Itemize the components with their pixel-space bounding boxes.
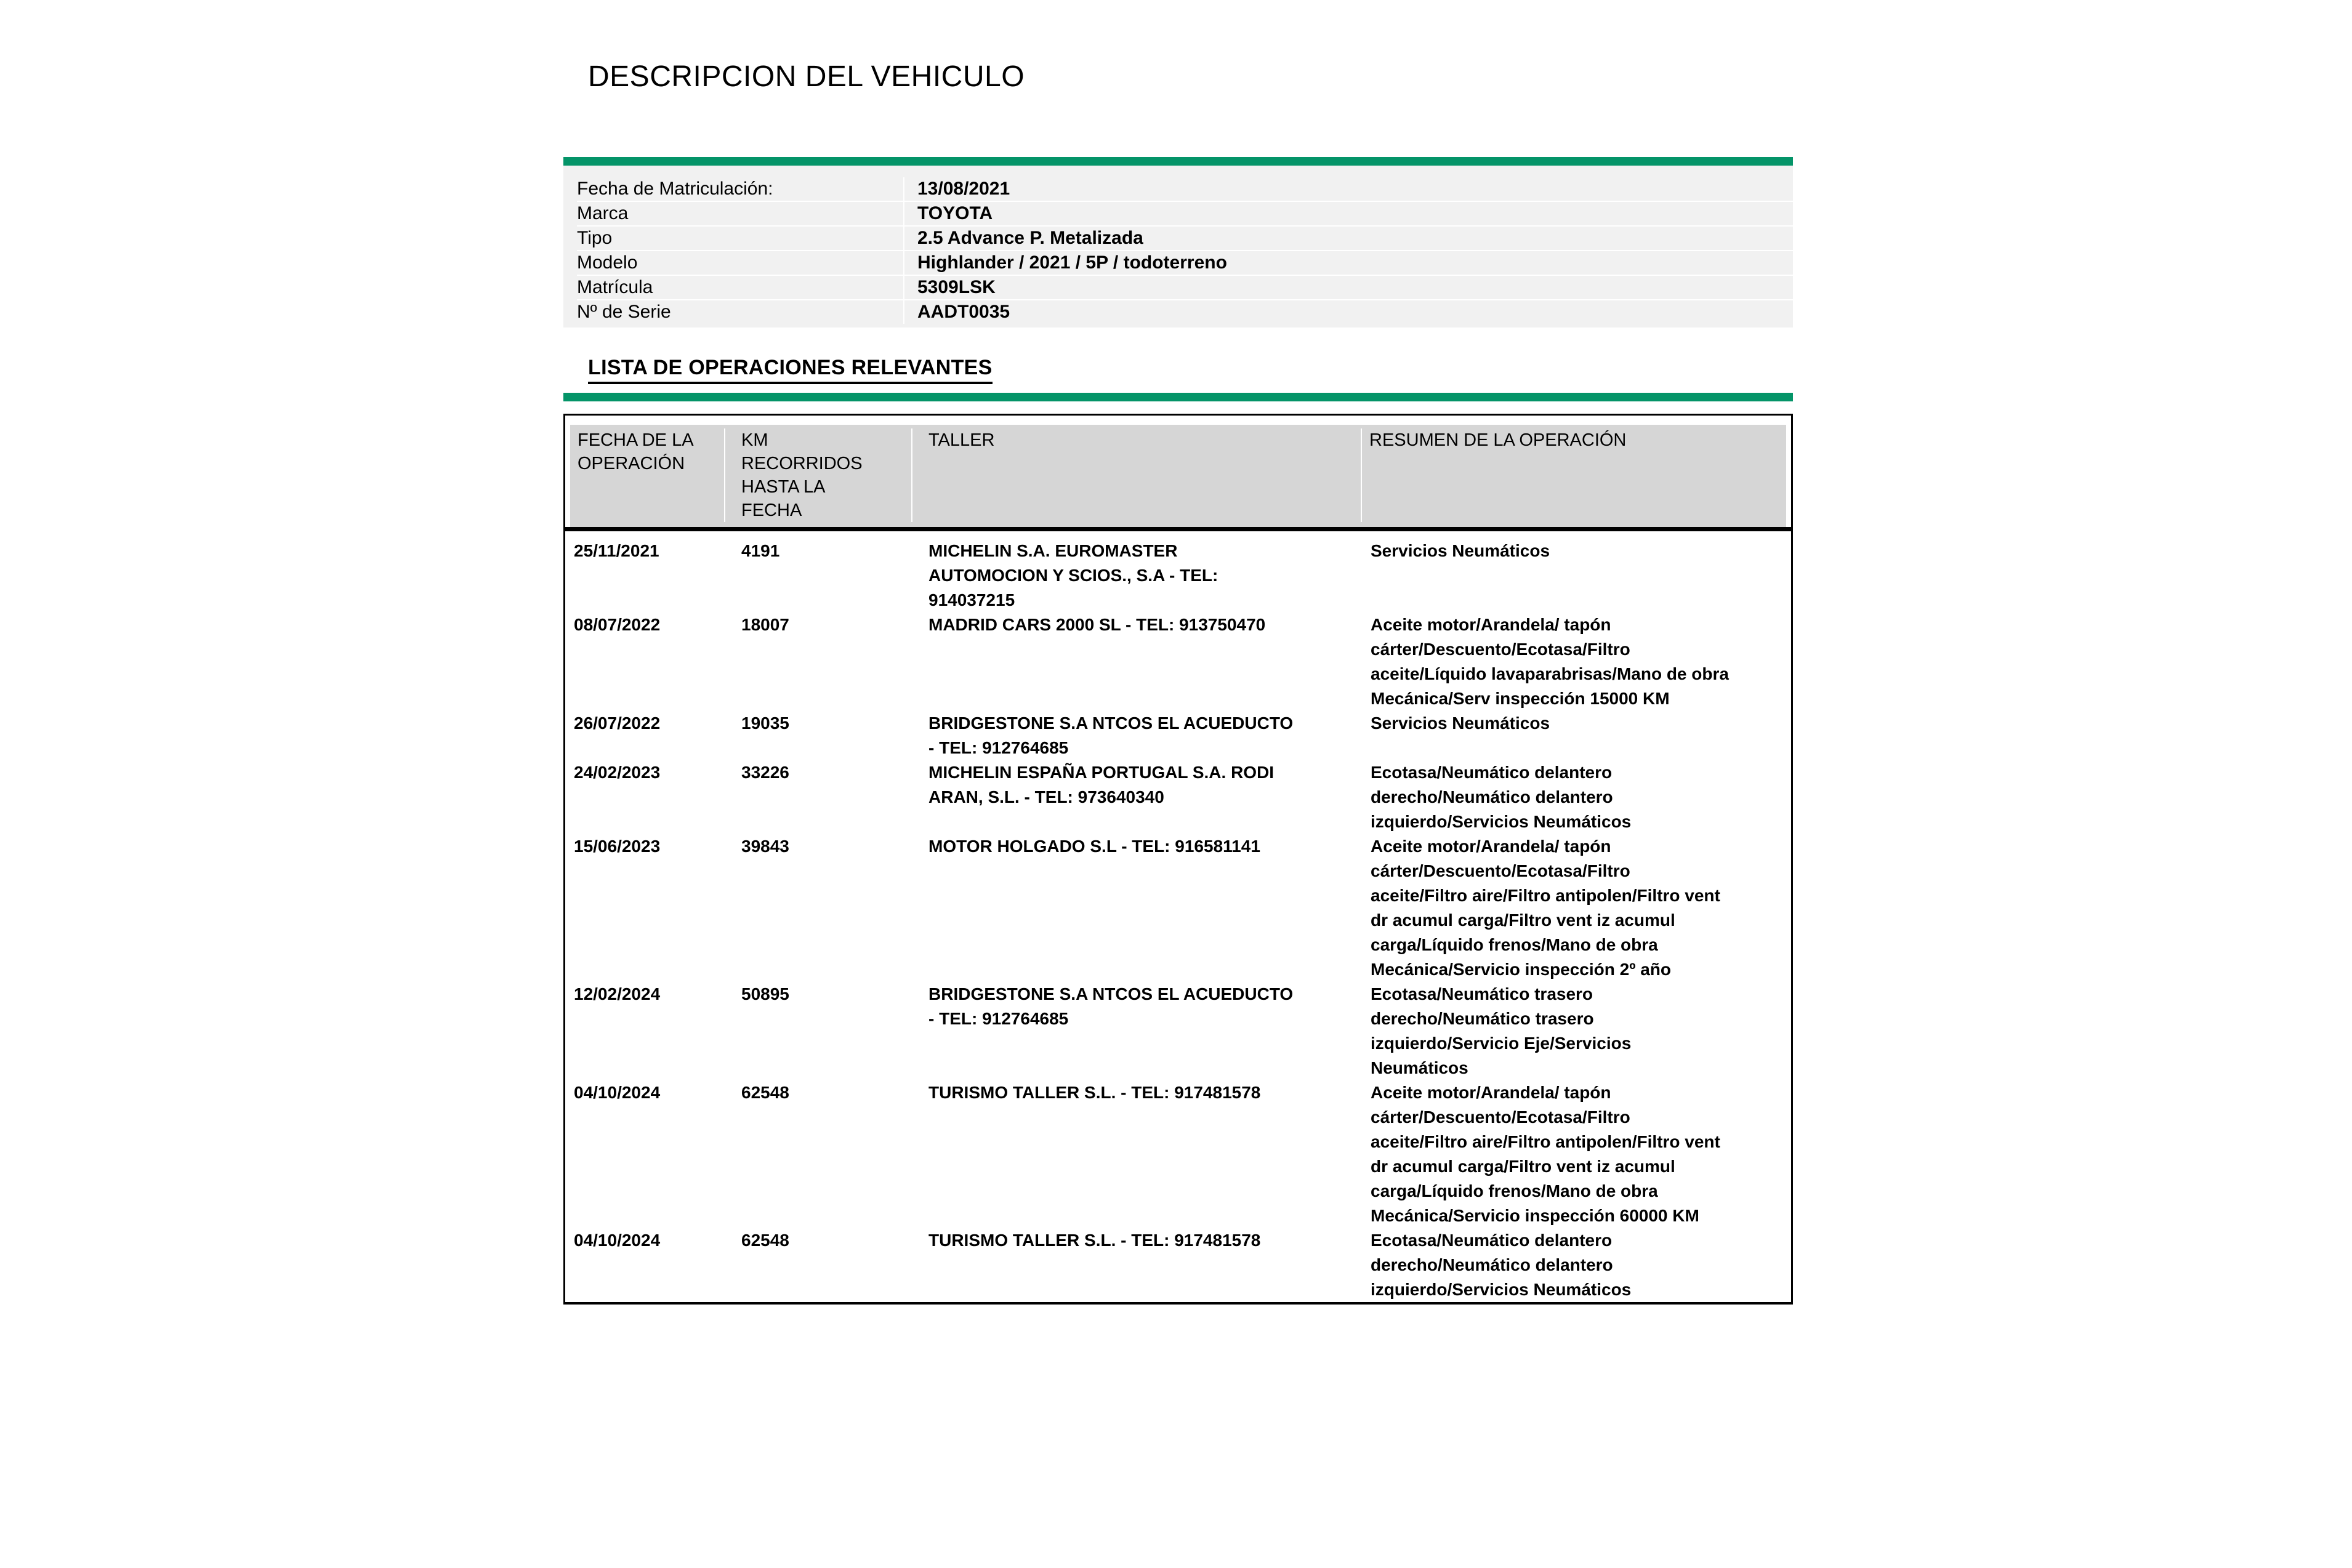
cell-workshop: MICHELIN ESPAÑA PORTUGAL S.A. RODI ARAN, S.L. - TEL: 973640340 (928, 763, 1275, 806)
info-row-marca (577, 202, 1793, 227)
cell-workshop: MADRID CARS 2000 SL - TEL: 913750470 (928, 615, 1266, 634)
cell-workshop: BRIDGESTONE S.A NTCOS EL ACUEDUCTO - TEL: 912764685 (928, 714, 1294, 757)
cell-workshop: BRIDGESTONE S.A NTCOS EL ACUEDUCTO - TEL: 912764685 (928, 984, 1294, 1028)
cell-summary: Ecotasa/Neumático delantero derecho/Neumático delantero izquierdo/Servicios Neumáticos (1371, 1231, 1632, 1299)
table-row (565, 1228, 1791, 1302)
info-row-modelo (577, 251, 1793, 276)
column-header-fecha: FECHA DE LA OPERACIÓN (570, 428, 725, 522)
cell-date: 24/02/2023 (574, 763, 661, 782)
info-label: Fecha de Matriculación: (577, 177, 904, 201)
info-row-fecha-matriculacion (577, 177, 1793, 202)
table-row (565, 539, 1791, 613)
cell-km: 39843 (741, 837, 789, 856)
column-header-resumen: RESUMEN DE LA OPERACIÓN (1369, 430, 1627, 450)
table-row (565, 711, 1791, 760)
table-body (565, 531, 1791, 1302)
cell-date: 26/07/2022 (574, 714, 661, 733)
cell-date: 08/07/2022 (574, 615, 661, 634)
cell-date: 04/10/2024 (574, 1083, 661, 1102)
table-row (565, 613, 1791, 711)
cell-km: 62548 (741, 1231, 789, 1250)
cell-workshop: MOTOR HOLGADO S.L - TEL: 916581141 (928, 837, 1260, 856)
report-content (563, 0, 1793, 1305)
info-row-tipo (577, 227, 1793, 251)
info-value: 2.5 Advance P. Metalizada (917, 228, 1143, 248)
cell-km: 19035 (741, 714, 789, 733)
vehicle-info-panel (563, 166, 1793, 328)
cell-date: 15/06/2023 (574, 837, 661, 856)
column-header-taller: TALLER (912, 428, 1362, 522)
cell-date: 12/02/2024 (574, 984, 661, 1003)
info-value: 13/08/2021 (917, 179, 1010, 199)
cell-km: 50895 (741, 984, 789, 1003)
table-header (565, 425, 1791, 531)
table-row (565, 1080, 1791, 1228)
cell-summary: Servicios Neumáticos (1371, 541, 1550, 560)
cell-summary: Servicios Neumáticos (1371, 714, 1550, 733)
table-row (565, 982, 1791, 1080)
info-label: Marca (577, 202, 904, 225)
table-header-row (570, 425, 1786, 527)
cell-summary: Ecotasa/Neumático trasero derecho/Neumático trasero izquierdo/Servicio Eje/Servicios Neumáticos (1371, 984, 1632, 1077)
info-label: Tipo (577, 227, 904, 250)
info-row-num-serie (577, 300, 1793, 324)
page-title: DESCRIPCION DEL VEHICULO (588, 60, 1025, 93)
cell-km: 18007 (741, 615, 789, 634)
info-label: Matrícula (577, 276, 904, 299)
info-value: AADT0035 (917, 302, 1010, 322)
cell-workshop: MICHELIN S.A. EUROMASTER AUTOMOCION Y SCIOS., S.A - TEL: 914037215 (928, 541, 1218, 609)
cell-summary: Ecotasa/Neumático delantero derecho/Neumático delantero izquierdo/Servicios Neumáticos (1371, 763, 1632, 831)
cell-workshop: TURISMO TALLER S.L. - TEL: 917481578 (928, 1231, 1261, 1250)
cell-km: 33226 (741, 763, 789, 782)
accent-bar-table (563, 393, 1793, 401)
info-row-matricula (577, 276, 1793, 300)
operations-heading: LISTA DE OPERACIONES RELEVANTES (588, 355, 993, 384)
info-value: Highlander / 2021 / 5P / todoterreno (917, 252, 1227, 273)
column-header-km: KM RECORRIDOS HASTA LA FECHA (725, 428, 912, 522)
info-label: Nº de Serie (577, 300, 904, 324)
operations-table (563, 414, 1793, 1305)
table-row (565, 834, 1791, 982)
accent-bar-top (563, 157, 1793, 166)
info-label: Modelo (577, 251, 904, 275)
cell-summary: Aceite motor/Arandela/ tapón cárter/Descuento/Ecotasa/Filtro aceite/Filtro aire/Filtro antipolen/Filtro vent dr acumul carga/Filtro vent iz acumul carga/Líquido frenos/Mano de obra Mecánica/Servicio inspección 60000 KM (1371, 1083, 1720, 1225)
cell-workshop: TURISMO TALLER S.L. - TEL: 917481578 (928, 1083, 1261, 1102)
cell-summary: Aceite motor/Arandela/ tapón cárter/Descuento/Ecotasa/Filtro aceite/Filtro aire/Filtro antipolen/Filtro vent dr acumul carga/Filtro vent iz acumul carga/Líquido frenos/Mano de obra Mecánica/Servicio inspección 2º año (1371, 837, 1720, 979)
info-value: TOYOTA (917, 203, 993, 223)
cell-date: 04/10/2024 (574, 1231, 661, 1250)
table-row (565, 760, 1791, 834)
cell-date: 25/11/2021 (574, 541, 659, 560)
cell-km: 62548 (741, 1083, 789, 1102)
cell-km: 4191 (741, 541, 780, 560)
cell-summary: Aceite motor/Arandela/ tapón cárter/Descuento/Ecotasa/Filtro aceite/Líquido lavaparabrisas/Mano de obra Mecánica/Serv inspección 15000 KM (1371, 615, 1729, 708)
info-value: 5309LSK (917, 277, 996, 297)
